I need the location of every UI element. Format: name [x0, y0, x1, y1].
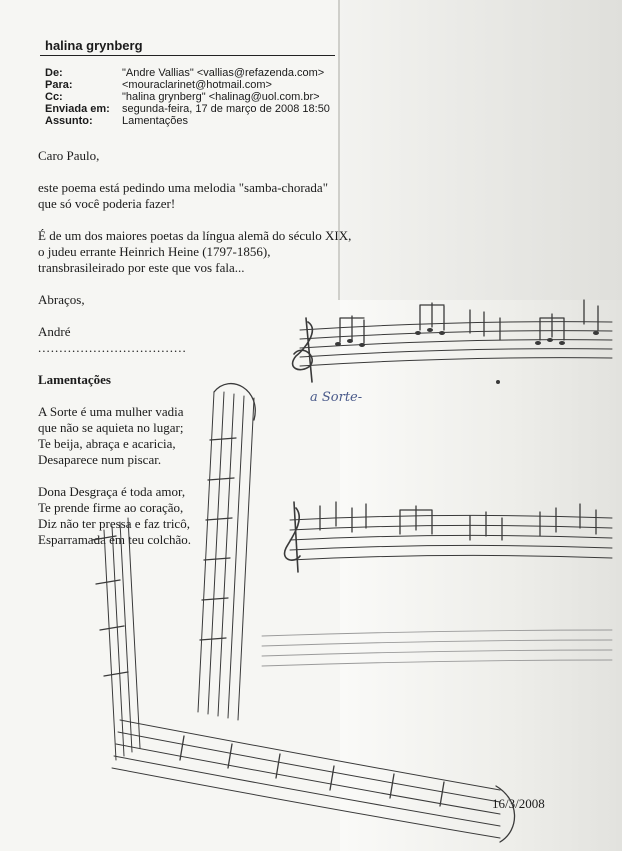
music-staff-top	[300, 322, 612, 366]
header-value: segunda-feira, 17 de março de 2008 18:50	[122, 103, 330, 115]
body-line: transbrasileirado por este que vos fala...	[38, 260, 245, 275]
sender-name: halina grynberg	[45, 38, 143, 53]
notes-bottom	[180, 736, 444, 806]
header-value: <mouraclarinet@hotmail.com>	[122, 79, 272, 91]
header-label: Enviada em:	[45, 103, 110, 115]
body-line: É de um dos maiores poetas da língua alemã do século XIX,	[38, 228, 352, 243]
body-line: que só você poderia fazer!	[38, 196, 176, 211]
poem-line: Desaparece num piscar.	[38, 452, 162, 467]
date-stamp: 16/3/2008	[492, 796, 545, 811]
header-label: Para:	[45, 79, 73, 91]
music-staff-bottom	[112, 720, 500, 838]
header-label: De:	[45, 67, 63, 79]
header-value: "halina grynberg" <halinag@uol.com.br>	[122, 91, 320, 103]
music-staff-faint	[262, 630, 612, 666]
poem-line: Dona Desgraça é toda amor,	[38, 484, 186, 499]
header-label: Assunto:	[45, 115, 93, 127]
poem-line: Te prende firme ao coração,	[38, 500, 184, 515]
poem-line: Diz não ter pressa e faz tricô,	[38, 516, 190, 531]
header-value: Lamentações	[122, 115, 189, 127]
poem-line: Esparramada em teu colchão.	[38, 532, 192, 547]
notes-left-vertical	[92, 536, 128, 676]
closing: Abraços,	[38, 292, 85, 307]
header-value: "Andre Vallias" <vallias@refazenda.com>	[122, 67, 325, 79]
poem-line: que não se aquieta no lugar;	[38, 420, 184, 435]
poem-title: Lamentações	[38, 372, 111, 387]
notes-middle	[320, 502, 596, 540]
treble-clef	[293, 318, 313, 382]
handwritten-annotation: a Sorte-	[310, 390, 363, 405]
signature: André	[38, 324, 71, 339]
music-staff-left-vertical	[104, 518, 140, 760]
greeting: Caro Paulo,	[38, 148, 100, 163]
body-line: o judeu errante Heinrich Heine (1797-1856),	[38, 244, 271, 259]
body-line: este poema está pedindo uma melodia "samba-chorada"	[38, 180, 329, 195]
music-staff-vertical	[198, 392, 254, 720]
poem-line: A Sorte é uma mulher vadia	[38, 404, 184, 419]
treble-clef-middle	[285, 502, 300, 572]
poem-line: Te beija, abraça e acaricia,	[38, 436, 176, 451]
separator: ...................................	[38, 340, 187, 355]
vertical-staff-end-curve	[214, 384, 255, 420]
note-heads-top	[335, 328, 599, 384]
header-label: Cc:	[45, 91, 63, 103]
music-staff-middle	[290, 515, 612, 560]
